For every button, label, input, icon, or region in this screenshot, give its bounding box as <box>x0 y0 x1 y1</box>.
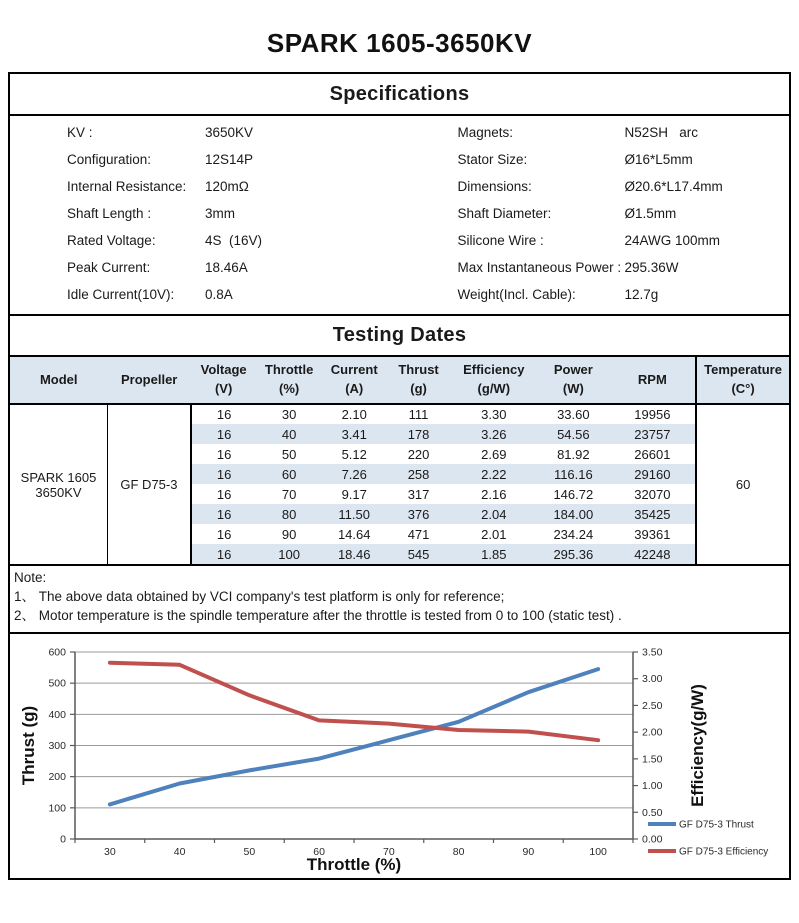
value-cell: 3.30 <box>481 407 507 422</box>
thrust-efficiency-chart <box>10 634 789 878</box>
value-cell: 16 <box>216 526 232 542</box>
col-header-rpm: RPM <box>610 357 697 404</box>
value-cell: 178 <box>387 424 451 444</box>
note-line-2: 2、 Motor temperature is the spindle temperature after the throttle is tested from 0 to 100 (static test) . <box>14 608 622 624</box>
specifications-title: Specifications <box>329 82 470 105</box>
value-cell: 2.10 <box>341 407 367 422</box>
specifications-table <box>8 114 791 316</box>
value-cell: 16 <box>191 504 256 524</box>
spec-value: 295.36W <box>624 260 679 275</box>
value-cell: 19956 <box>634 407 671 422</box>
spec-value: 3mm <box>205 206 235 221</box>
value-cell: 30 <box>281 407 297 422</box>
value-cell: 258 <box>387 464 451 484</box>
spec-row <box>10 200 400 227</box>
value-cell: 23757 <box>610 424 697 444</box>
col-header-propeller: Propeller <box>107 357 190 404</box>
right-tick-label: 2.50 <box>642 700 663 713</box>
spec-label: Dimensions: <box>457 179 532 194</box>
right-tick-label: 3.50 <box>642 646 663 659</box>
right-tick-label: 0.50 <box>642 807 663 820</box>
col-header-current: Current (A) <box>322 357 387 404</box>
model-name-line1: SPARK 1605 <box>20 469 97 485</box>
right-axis-title: Efficiency(g/W) <box>688 684 707 808</box>
spec-label: Shaft Diameter: <box>457 206 552 221</box>
value-cell: 317 <box>407 486 430 502</box>
left-tick-label: 600 <box>48 646 66 659</box>
testing-table <box>10 357 789 564</box>
value-cell: 35425 <box>610 504 697 524</box>
value-cell: 184.00 <box>537 504 610 524</box>
spec-value: 3650KV <box>205 125 254 140</box>
spec-label: Rated Voltage: <box>67 233 156 248</box>
col-header-thrust: Thrust (g) <box>387 357 451 404</box>
spec-value: 18.46A <box>205 260 248 275</box>
chart-section <box>8 632 791 880</box>
model-cell <box>10 404 107 564</box>
testing-dates-title: Testing Dates <box>332 324 467 346</box>
value-cell: 545 <box>387 544 451 564</box>
col-header-efficiency: Efficiency (g/W) <box>451 357 538 404</box>
value-cell: 2.16 <box>481 486 507 502</box>
value-cell: 16 <box>191 544 256 564</box>
spec-row <box>400 146 790 173</box>
legend-label: GF D75-3 Efficiency <box>679 846 769 858</box>
model-name-line2: 3650KV <box>35 484 82 500</box>
right-tick-label: 1.50 <box>642 753 663 766</box>
spec-value: Ø16*L5mm <box>624 152 693 167</box>
value-cell: 32070 <box>634 486 671 502</box>
spec-label: Internal Resistance: <box>67 179 187 194</box>
specs-left-column <box>10 119 400 308</box>
header-row <box>10 357 789 404</box>
value-cell: 2.04 <box>451 504 538 524</box>
value-cell: 50 <box>281 446 297 462</box>
value-cell: 39361 <box>634 526 671 542</box>
value-cell: 1.85 <box>451 544 538 564</box>
value-cell: 295.36 <box>537 544 610 564</box>
value-cell: 9.17 <box>341 486 367 502</box>
x-tick-label: 80 <box>452 846 465 859</box>
value-cell: 116.16 <box>537 464 610 484</box>
note-line-1: 1、 The above data obtained by VCI company's test platform is only for reference; <box>14 589 505 605</box>
value-cell: 26601 <box>634 446 671 462</box>
value-cell: 33.60 <box>557 407 590 422</box>
spec-value: 4S (16V) <box>205 233 263 248</box>
value-cell: 2.22 <box>451 464 538 484</box>
spec-label: Idle Current(10V): <box>67 287 175 302</box>
right-tick-label: 0.00 <box>642 833 663 846</box>
value-cell: 2.01 <box>481 526 507 542</box>
spec-value: 12S14P <box>205 152 254 167</box>
spec-value: 24AWG 100mm <box>624 233 721 248</box>
series-line-right <box>110 663 598 741</box>
value-cell: 42248 <box>610 544 697 564</box>
spec-row <box>10 173 400 200</box>
note-section <box>8 564 791 634</box>
value-cell: 90 <box>281 526 297 542</box>
spec-label: Silicone Wire : <box>457 233 544 248</box>
temperature-cell: 60 <box>696 404 789 564</box>
left-tick-label: 500 <box>48 678 66 691</box>
value-cell: 376 <box>387 504 451 524</box>
col-header-voltage: Voltage (V) <box>191 357 256 404</box>
value-cell: 146.72 <box>553 486 594 502</box>
col-header-model: Model <box>10 357 107 404</box>
value-cell: 16 <box>216 407 232 422</box>
spec-row <box>10 146 400 173</box>
left-tick-label: 0 <box>60 833 66 846</box>
specifications-header <box>8 72 791 116</box>
testing-table-body <box>10 404 789 564</box>
x-tick-label: 100 <box>589 846 607 859</box>
spec-label: Configuration: <box>67 152 152 167</box>
value-cell: 111 <box>408 407 429 422</box>
col-header-throttle: Throttle (%) <box>256 357 321 404</box>
spec-value: 0.8A <box>205 287 233 302</box>
value-cell: 14.64 <box>337 526 371 542</box>
left-tick-label: 400 <box>48 709 66 722</box>
value-cell: 100 <box>256 544 321 564</box>
x-axis-title: Throttle (%) <box>306 855 402 875</box>
spec-row <box>400 173 790 200</box>
x-tick-label: 70 <box>383 846 395 859</box>
value-cell: 7.26 <box>322 464 387 484</box>
testing-dates-header <box>8 314 791 357</box>
value-cell: 16 <box>191 464 256 484</box>
value-cell: 3.41 <box>322 424 387 444</box>
right-tick-label: 3.00 <box>642 673 663 686</box>
value-cell: 29160 <box>610 464 697 484</box>
value-cell: 16 <box>216 486 232 502</box>
spec-row <box>10 227 400 254</box>
right-tick-label: 1.00 <box>642 780 663 793</box>
spec-label: Max Instantaneous Power : <box>457 260 622 275</box>
left-tick-label: 100 <box>48 802 66 815</box>
x-tick-label: 60 <box>313 846 325 859</box>
spec-label: KV : <box>67 125 93 140</box>
series-line-left <box>110 670 598 805</box>
left-axis-title: Thrust (g) <box>19 706 38 786</box>
spec-row <box>400 119 790 146</box>
value-cell: 80 <box>256 504 321 524</box>
value-cell: 5.12 <box>341 446 367 462</box>
right-tick-label: 2.00 <box>642 727 663 740</box>
x-tick-label: 90 <box>522 846 535 859</box>
value-cell: 471 <box>407 526 430 542</box>
spec-row <box>400 200 790 227</box>
spec-row <box>10 119 400 146</box>
spec-value: N52SH arc <box>624 125 699 140</box>
value-cell: 16 <box>216 446 232 462</box>
table-row <box>10 404 789 424</box>
x-tick-label: 40 <box>173 846 186 859</box>
spec-value: Ø1.5mm <box>624 206 677 221</box>
value-cell: 60 <box>256 464 321 484</box>
value-cell: 2.69 <box>481 446 507 462</box>
value-cell: 18.46 <box>322 544 387 564</box>
value-cell: 220 <box>407 446 430 462</box>
note-heading: Note: <box>14 570 47 585</box>
spec-label: Peak Current: <box>67 260 151 275</box>
x-tick-label: 50 <box>243 846 256 859</box>
spec-value: 120mΩ <box>205 179 249 194</box>
spec-label: Weight(Incl. Cable): <box>457 287 576 302</box>
spec-row <box>400 227 790 254</box>
value-cell: 16 <box>191 424 256 444</box>
spec-value: 12.7g <box>624 287 659 302</box>
left-tick-label: 200 <box>48 771 66 784</box>
col-header-temperature: Temperature (C°) <box>696 357 789 404</box>
value-cell: 54.56 <box>537 424 610 444</box>
left-tick-label: 300 <box>48 740 66 753</box>
testing-table-wrapper <box>8 355 791 566</box>
value-cell: 70 <box>281 486 297 502</box>
spec-label: Magnets: <box>457 125 514 140</box>
spec-value: Ø20.6*L17.4mm <box>624 179 723 194</box>
x-tick-label: 30 <box>104 846 116 859</box>
propeller-cell: GF D75-3 <box>107 404 190 564</box>
spec-row <box>400 254 790 281</box>
page-title: SPARK 1605-3650KV <box>266 28 533 58</box>
testing-table-head <box>10 357 789 404</box>
value-cell: 81.92 <box>557 446 590 462</box>
spec-row <box>10 281 400 308</box>
col-header-power: Power (W) <box>537 357 610 404</box>
value-cell: 11.50 <box>322 504 387 524</box>
datasheet-page <box>0 28 799 880</box>
legend-label: GF D75-3 Thrust <box>679 819 754 831</box>
spec-label: Stator Size: <box>457 152 528 167</box>
value-cell: 234.24 <box>553 526 594 542</box>
value-cell: 3.26 <box>451 424 538 444</box>
spec-row <box>10 254 400 281</box>
value-cell: 40 <box>256 424 321 444</box>
spec-row <box>400 281 790 308</box>
specs-right-column <box>400 119 790 308</box>
spec-label: Shaft Length : <box>67 206 152 221</box>
